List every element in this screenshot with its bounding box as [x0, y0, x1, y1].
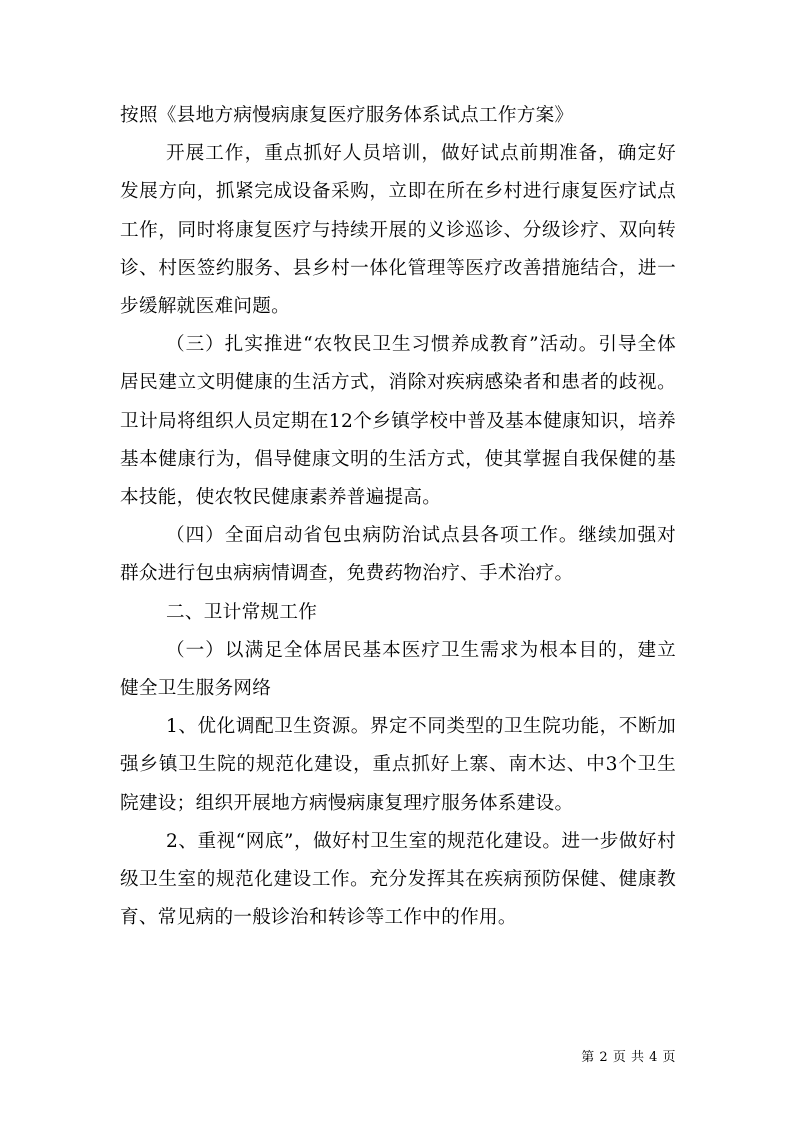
paragraph-echinococcosis: （四）全面启动省包虫病防治试点县各项工作。继续加强对群众进行包虫病病情调查，免费药物治疗、手术治疗。 [120, 525, 676, 585]
paragraph-village-clinics: 2、重视“网底”，做好村卫生室的规范化建设。进一步做好村级卫生室的规范化建设工作。充分发挥其在疾病预防保健、健康教育、常见病的一般诊治和转诊等工作中的作用。 [120, 830, 676, 929]
page-number: 第 2 页 共 4 页 [581, 1050, 676, 1065]
document-body [120, 97, 676, 937]
paragraph-optimize-resources: 1、优化调配卫生资源。界定不同类型的卫生院功能，不断加强乡镇卫生院的规范化建设，重点抓好上寨、南木达、中3个卫生院建设；组织开展地方病慢病康复理疗服务体系建设。 [120, 716, 676, 814]
paragraph-rehab-pilot: 开展工作，重点抓好人员培训，做好试点前期准备，确定好发展方向，抓紧完成设备采购，立即在所在乡村进行康复医疗试点工作，同时将康复医疗与持续开展的义诊巡诊、分级诊疗、双向转诊、村医签约服务、县乡村一体化管理等医疗改善措施结合，进一步缓解就医难问题。 [120, 143, 676, 318]
paragraph-service-network: （一）以满足全体居民基本医疗卫生需求为根本目的，建立健全卫生服务网络 [120, 639, 676, 700]
paragraph-hygiene-education: （三）扎实推进“农牧民卫生习惯养成教育”活动。引导全体居民建立文明健康的生活方式，消除对疾病感染者和患者的歧视。卫计局将组织人员定期在12个乡镇学校中普及基本健康知识，培养基本健康行为，倡导健康文明的生活方式，使其掌握自我保健的基本技能，使农牧民健康素养普遍提高。 [120, 334, 676, 509]
paragraph-plan-reference: 按照《县地方病慢病康复医疗服务体系试点工作方案》 [120, 105, 574, 126]
section-heading-routine-work: 二、卫计常规工作 [166, 601, 318, 623]
